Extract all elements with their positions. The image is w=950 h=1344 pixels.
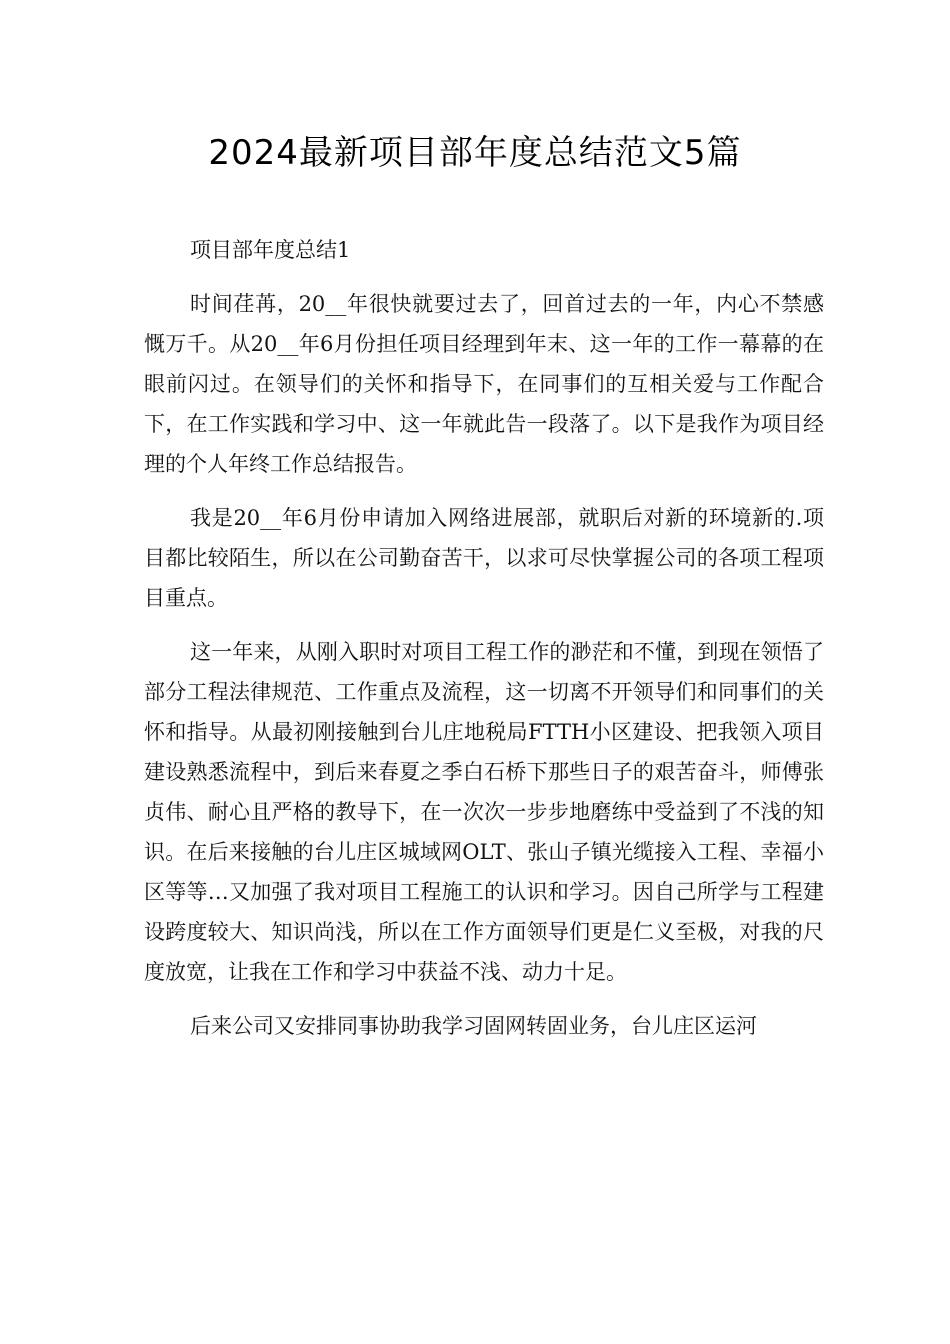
section-heading: 项目部年度总结1 (190, 238, 351, 262)
paragraph: 时间荏苒，20__年很快就要过去了，回首过去的一年，内心不禁感慨万千。从20__年6月份担任项目经理到年末、这一年的工作一幕幕的在眼前闪过。在领导们的关怀和指导下，在同事们的互相关爱与工作配合下，在工作实践和学习中、这一年就此告一段落了。以下是我作为项目经理的个人年终工作总结报告。 (144, 292, 824, 476)
document-title: 2024最新项目部年度总结范文5篇 (208, 133, 742, 173)
document-body (144, 230, 824, 1060)
paragraph: 后来公司又安排同事协助我学习固网转固业务，台儿庄区运河 (190, 1014, 757, 1038)
paragraph: 我是20__年6月份申请加入网络进展部，就职后对新的环境新的.项目都比较陌生，所以在公司勤奋苦干，以求可尽快掌握公司的各项工程项目重点。 (144, 506, 824, 610)
paragraph: 这一年来，从刚入职时对项目工程工作的渺茫和不懂，到现在领悟了部分工程法律规范、工作重点及流程，这一切离不开领导们和同事们的关怀和指导。从最初刚接触到台儿庄地税局FTTH小区建设、把我领入项目建设熟悉流程中，到后来春夏之季白石桥下那些日子的艰苦奋斗，师傅张贞伟、耐心且严格的教导下，在一次次一步步地磨练中受益到了不浅的知识。在后来接触的台儿庄区城域网OLT、张山子镇光缆接入工程、幸福小区等等…又加强了我对项目工程施工的认识和学习。因自己所学与工程建设跨度较大、知识尚浅，所以在工作方面领导们更是仁义至极，对我的尺度放宽，让我在工作和学习中获益不浅、动力十足。 (144, 640, 824, 984)
